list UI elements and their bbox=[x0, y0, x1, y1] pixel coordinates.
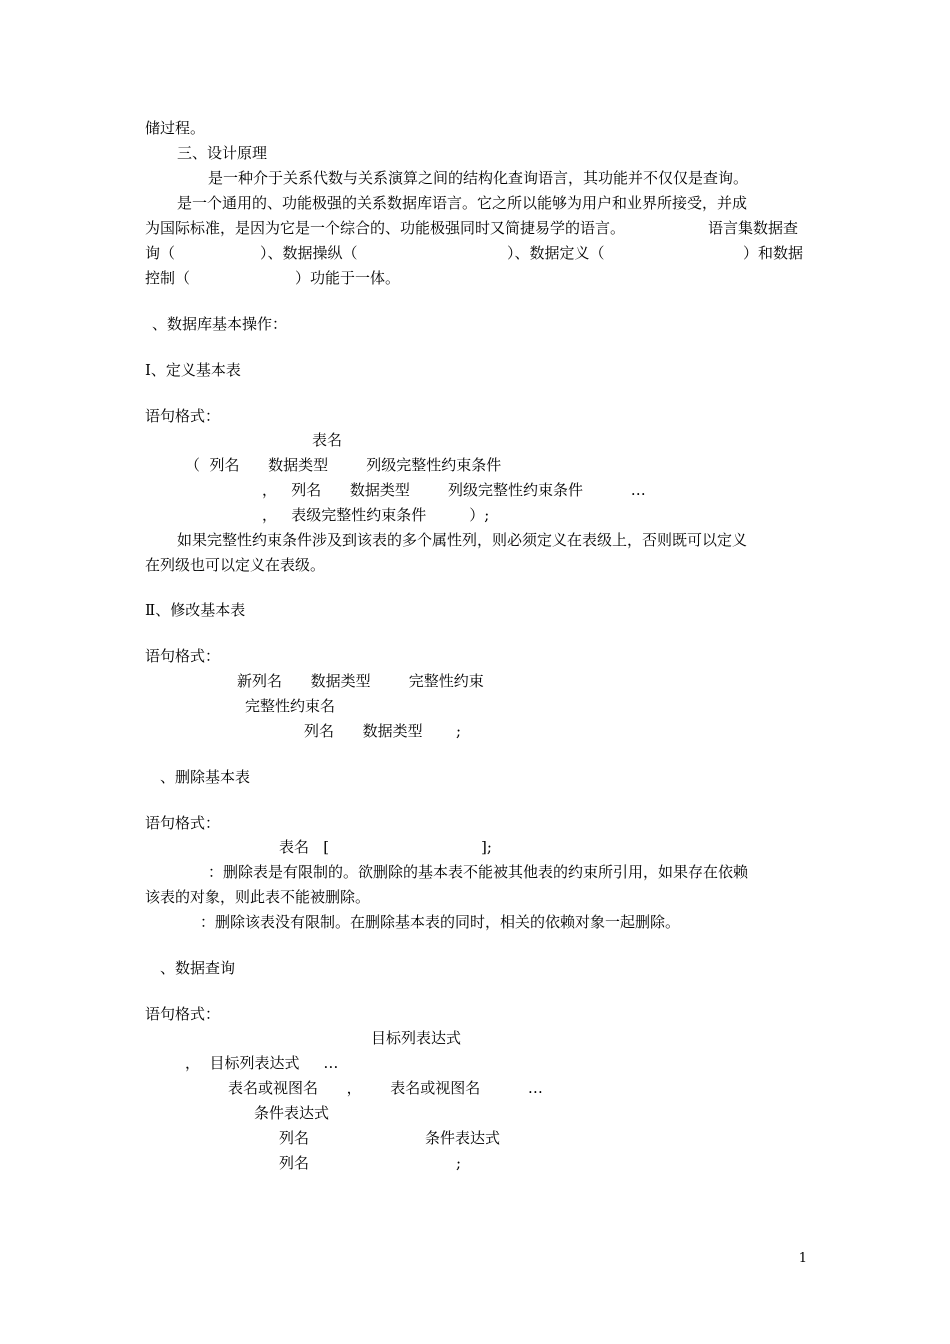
section-heading: 、删除基本表 bbox=[160, 768, 251, 786]
text-line: 语句格式： bbox=[145, 647, 221, 665]
text-line: 该表的对象，则此表不能被删除。 bbox=[145, 888, 371, 906]
text-line: 语句格式： bbox=[145, 814, 221, 832]
section-heading: 、数据查询 bbox=[160, 959, 236, 977]
text-line: ）、数据定义（ bbox=[507, 244, 605, 262]
text-line: 是一个通用的、功能极强的关系数据库语言。它之所以能够为用户和业界所接受，并成 bbox=[177, 194, 748, 212]
syntax-line: 条件表达式 bbox=[254, 1104, 330, 1122]
syntax-line: 列名 bbox=[279, 1154, 310, 1172]
text-line: 储过程。 bbox=[145, 119, 206, 137]
text-line: ）、数据操纵（ bbox=[260, 244, 358, 262]
text-line: 为国际标准，是因为它是一个综合的、功能极强同时又简捷易学的语言。 bbox=[145, 219, 626, 237]
syntax-line: 表名 [ bbox=[279, 838, 330, 856]
syntax-line: ， 列名 数据类型 列级完整性约束条件 … bbox=[262, 481, 646, 499]
text-line: 在列级也可以定义在表级。 bbox=[145, 556, 326, 574]
section-heading: 、数据库基本操作： bbox=[152, 315, 288, 333]
syntax-line: ]; bbox=[481, 838, 492, 856]
text-line: ）功能于一体。 bbox=[295, 269, 401, 287]
syntax-line: ， 表级完整性约束条件 ）; bbox=[262, 506, 490, 524]
syntax-line: ， 目标列表达式 … bbox=[185, 1054, 339, 1072]
syntax-line: 表名或视图名 ， 表名或视图名 … bbox=[228, 1079, 543, 1097]
text-line: ：删除表是有限制的。欲删除的基本表不能被其他表的约束所引用，如果存在依赖 bbox=[208, 863, 749, 881]
text-line: 如果完整性约束条件涉及到该表的多个属性列，则必须定义在表级上，否则既可以定义 bbox=[177, 531, 748, 549]
page-number: 1 bbox=[798, 1251, 807, 1266]
syntax-line: 列名 数据类型 ; bbox=[304, 722, 462, 740]
text-line: 询（ bbox=[145, 244, 176, 262]
syntax-line: 新列名 数据类型 完整性约束 bbox=[237, 672, 484, 690]
syntax-line: 完整性约束名 bbox=[245, 697, 336, 715]
text-line: 语句格式： bbox=[145, 1005, 221, 1023]
syntax-line: ; bbox=[456, 1154, 462, 1172]
syntax-line: 列名 bbox=[279, 1129, 310, 1147]
section-heading: 三、设计原理 bbox=[177, 144, 268, 162]
syntax-line: 条件表达式 bbox=[425, 1129, 501, 1147]
syntax-line: 目标列表达式 bbox=[371, 1029, 462, 1047]
section-heading: Ⅰ、定义基本表 bbox=[145, 361, 241, 379]
syntax-line: （ 列名 数据类型 列级完整性约束条件 bbox=[185, 456, 502, 474]
text-line: 是一种介于关系代数与关系演算之间的结构化查询语言，其功能并不仅仅是查询。 bbox=[208, 169, 749, 187]
section-heading: Ⅱ、修改基本表 bbox=[145, 601, 246, 619]
text-line: ：删除该表没有限制。在删除基本表的同时，相关的依赖对象一起删除。 bbox=[200, 913, 681, 931]
text-line: 控制（ bbox=[145, 269, 191, 287]
text-line: 语言集数据查 bbox=[708, 219, 799, 237]
text-line: 语句格式： bbox=[145, 407, 221, 425]
syntax-line: 表名 bbox=[312, 431, 343, 449]
text-line: ）和数据 bbox=[743, 244, 804, 262]
